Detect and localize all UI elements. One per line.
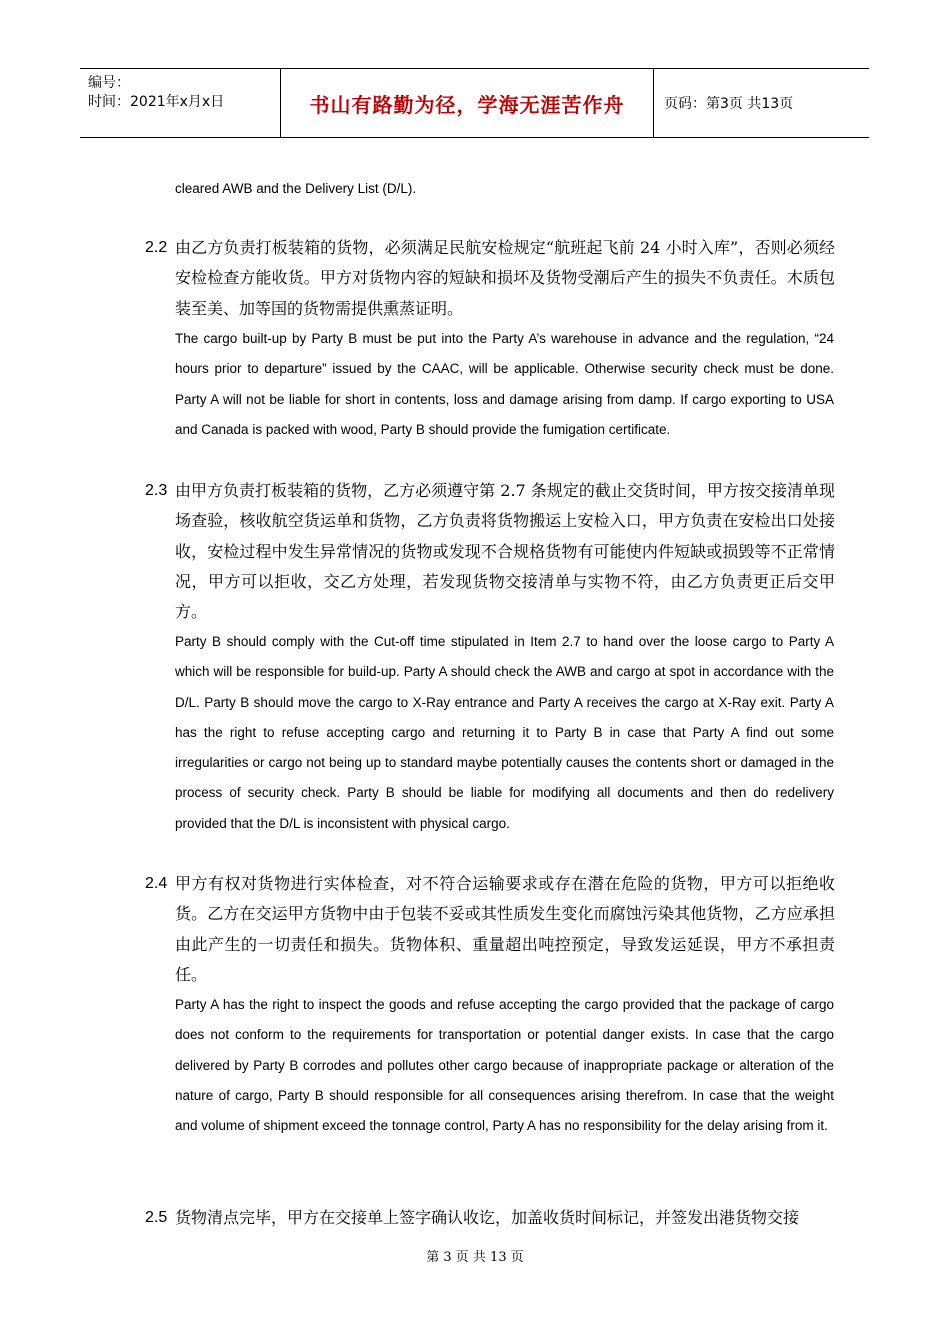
- section-2-2-chinese: [145, 233, 835, 324]
- header-page-label: 页码：第3页 共13页: [664, 96, 794, 112]
- section-2-3-chinese: [145, 476, 835, 627]
- section-2-2-english: The cargo built-up by Party B must be put into the Party A’s warehouse in advance and the regulation, “24 hours prior to departure” issued by the CAAC, will be applicable. Otherwise security check must be done. Party A will not be liable for short in contents, loss and damage arising from damp. If cargo exporting to USA and Canada is packed with wood, Party B should provide the fumigation certificate.: [175, 331, 834, 437]
- number-label: 编号：: [88, 75, 130, 91]
- section-number: 2.4: [145, 875, 168, 892]
- section-text: 由甲方负责打板装箱的货物，乙方必须遵守第 2.7 条规定的截止交货时间，甲方按交接清单现场查验，核收航空货运单和货物，乙方负责将货物搬运上安检入口，甲方负责在安检出口处接收，安检过程中发生异常情况的货物或发现不合规格货物有可能使内件短缺或损毁等不正常情况，甲方可以拒收，交乙方处理，若发现货物交接清单与实物不符，由乙方负责更正后交甲方。: [175, 481, 835, 622]
- intro-english-text: cleared AWB and the Delivery List (D/L).: [175, 181, 417, 196]
- section-2-4-english: Party A has the right to inspect the goods and refuse accepting the cargo provided that the package of cargo does not conform to the requirements for transportation or potential danger exists. In case that the cargo delivered by Party B corrodes and pollutes other cargo because of inappropriate package or alteration of the nature of cargo, Party B should responsible for all consequences arising therefrom. In case that the weight and volume of shipment exceed the tonnage control, Party A has no responsibility for the delay arising from it.: [175, 997, 834, 1134]
- section-2-5-chinese: [145, 1203, 835, 1233]
- header-motto: 书山有路勤为径，学海无涯苦作舟: [281, 69, 654, 137]
- section-number: 2.3: [145, 482, 168, 499]
- page-footer: 第 3 页 共 13 页: [426, 1250, 524, 1265]
- section-text: 货物清点完毕，甲方在交接单上签字确认收讫，加盖收货时间标记，并签发出港货物交接: [175, 1208, 800, 1227]
- section-text: 甲方有权对货物进行实体检查，对不符合运输要求或存在潜在危险的货物，甲方可以拒绝收货。乙方在交运甲方货物中由于包装不妥或其性质发生变化而腐蚀污染其他货物，乙方应承担由此产生的一切责任和损失。货物体积、重量超出吨控预定，导致发运延误，甲方不承担责任。: [175, 874, 835, 984]
- time-label: 时间：2021年x月x日: [88, 94, 225, 110]
- section-number: 2.2: [145, 239, 168, 256]
- header-meta: [80, 69, 281, 137]
- section-number: 2.5: [145, 1209, 168, 1226]
- section-text: 由乙方负责打板装箱的货物，必须满足民航安检规定“航班起飞前 24 小时入库”，否则必须经安检检查方能收货。甲方对货物内容的短缺和损坏及货物受潮后产生的损失不负责任。木质包装至美、加等国的货物需提供熏蒸证明。: [175, 238, 835, 318]
- section-2-3-english: Party B should comply with the Cut-off time stipulated in Item 2.7 to hand over the loose cargo to Party A which will be responsible for build-up. Party A should check the AWB and cargo at spot in accordance with the D/L. Party B should move the cargo to X-Ray entrance and Party A receives the cargo at X-Ray exit. Party A has the right to refuse accepting cargo and returning it to Party B in case that Party A find out some irregularities or cargo not being up to standard maybe potentially causes the contents short or damaged in the process of security check. Party B should be liable for modifying all documents and then do redelivery provided that the D/L is inconsistent with physical cargo.: [175, 634, 834, 831]
- page-header: [80, 68, 869, 138]
- section-2-4-chinese: [145, 869, 835, 990]
